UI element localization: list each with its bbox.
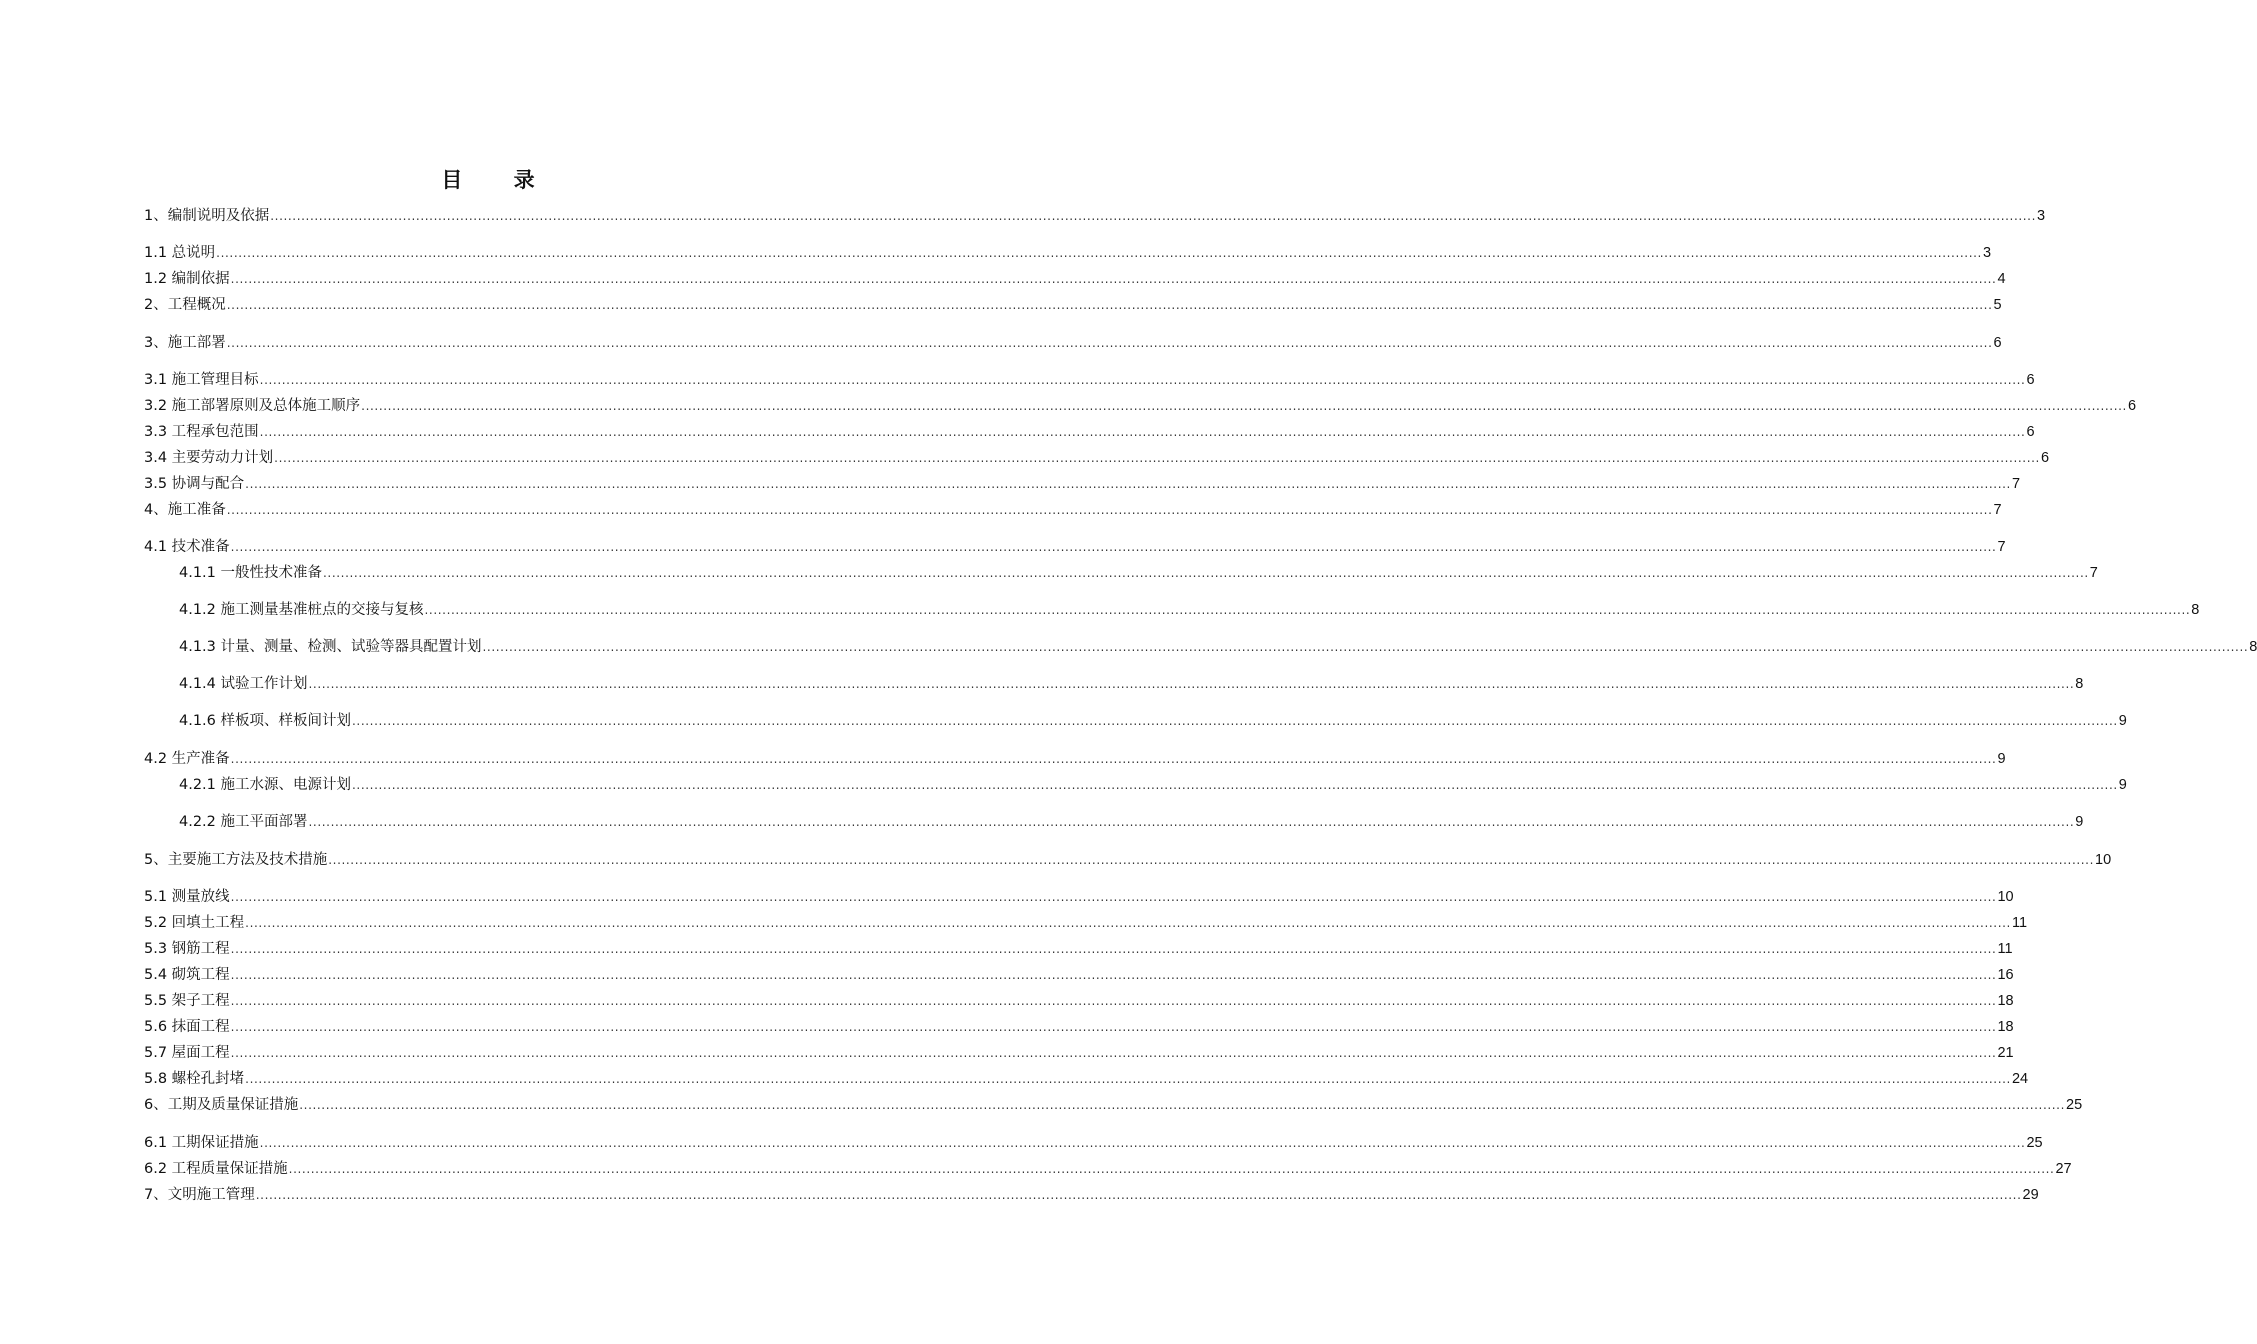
- toc-leader-dots: ................................................................................................................................................................................................................................................................................................................................................................................................................: [226, 503, 1993, 517]
- toc-entry-label: 1、编制说明及依据: [144, 208, 270, 224]
- toc-page-number: 7: [2089, 565, 2098, 581]
- toc-entry[interactable]: [144, 396, 2137, 416]
- toc-entry-label: 4、施工准备: [144, 502, 226, 518]
- toc-leader-dots: ................................................................................................................................................................................................................................................................................................................................................................................................................: [226, 336, 1993, 350]
- toc-leader-dots: ................................................................................................................................................................................................................................................................................................................................................................................................................: [230, 272, 1997, 286]
- toc-entry[interactable]: [144, 333, 2002, 353]
- toc-page-number: 24: [2011, 1071, 2029, 1087]
- toc-entry[interactable]: [144, 537, 2006, 557]
- toc-entry[interactable]: [179, 600, 2200, 620]
- toc-entry-label: 5.3 钢筋工程: [144, 941, 230, 957]
- toc-entry[interactable]: [144, 1069, 2029, 1089]
- toc-leader-dots: ................................................................................................................................................................................................................................................................................................................................................................................................................: [259, 373, 2026, 387]
- toc-page-number: 8: [2191, 602, 2200, 618]
- toc-leader-dots: ................................................................................................................................................................................................................................................................................................................................................................................................................: [299, 1098, 2066, 1112]
- toc-entry-label: 5.5 架子工程: [144, 993, 230, 1009]
- toc-leader-dots: ................................................................................................................................................................................................................................................................................................................................................................................................................: [308, 677, 2075, 691]
- toc-page-number: 25: [2026, 1135, 2043, 1151]
- toc-leader-dots: ................................................................................................................................................................................................................................................................................................................................................................................................................: [230, 942, 1997, 956]
- toc-leader-dots: ................................................................................................................................................................................................................................................................................................................................................................................................................: [361, 399, 2127, 413]
- toc-page-number: 9: [2118, 713, 2127, 729]
- toc-leader-dots: ................................................................................................................................................................................................................................................................................................................................................................................................................: [424, 603, 2191, 617]
- toc-entry[interactable]: [144, 913, 2028, 933]
- toc-entry-label: 5.6 抹面工程: [144, 1019, 230, 1035]
- toc-page-number: 6: [2026, 372, 2035, 388]
- toc-leader-dots: ................................................................................................................................................................................................................................................................................................................................................................................................................: [328, 853, 2095, 867]
- toc-entry[interactable]: [144, 991, 2014, 1011]
- toc-entry[interactable]: [179, 775, 2127, 795]
- toc-entry[interactable]: [144, 887, 2014, 907]
- toc-entry[interactable]: [179, 674, 2084, 694]
- toc-page-number: 6: [2026, 424, 2035, 440]
- toc-entry-label: 7、文明施工管理: [144, 1187, 255, 1203]
- toc-entry-label: 3.1 施工管理目标: [144, 372, 259, 388]
- toc-page-number: 3: [2037, 208, 2046, 224]
- toc-page-number: 8: [2249, 639, 2257, 655]
- toc-entry-label: 2、工程概况: [144, 297, 226, 313]
- toc-entry-label: 4.1 技术准备: [144, 539, 230, 555]
- toc-entry-label: 4.1.3 计量、测量、检测、试验等器具配置计划: [179, 639, 482, 655]
- toc-entry[interactable]: [144, 1185, 2039, 1205]
- toc-page-number: 29: [2022, 1187, 2039, 1203]
- toc-leader-dots: ................................................................................................................................................................................................................................................................................................................................................................................................................: [255, 1188, 2022, 1202]
- toc-leader-dots: ................................................................................................................................................................................................................................................................................................................................................................................................................: [245, 1072, 2011, 1086]
- toc-leader-dots: ................................................................................................................................................................................................................................................................................................................................................................................................................: [352, 778, 2118, 792]
- toc-page-number: 10: [2095, 852, 2112, 868]
- toc-entry[interactable]: [144, 474, 2021, 494]
- toc-leader-dots: ................................................................................................................................................................................................................................................................................................................................................................................................................: [230, 752, 1997, 766]
- toc-page-number: 18: [1997, 993, 2014, 1009]
- toc-page-number: 7: [2011, 476, 2021, 492]
- toc-page-number: 7: [1997, 539, 2006, 555]
- toc-entry[interactable]: [144, 1043, 2014, 1063]
- toc-leader-dots: ................................................................................................................................................................................................................................................................................................................................................................................................................: [288, 1162, 2055, 1176]
- toc-leader-dots: ................................................................................................................................................................................................................................................................................................................................................................................................................: [352, 714, 2118, 728]
- toc-entry[interactable]: [144, 1095, 2083, 1115]
- toc-leader-dots: ................................................................................................................................................................................................................................................................................................................................................................................................................: [216, 246, 1982, 260]
- toc-leader-dots: ................................................................................................................................................................................................................................................................................................................................................................................................................: [308, 815, 2075, 829]
- toc-page-number: 8: [2075, 676, 2084, 692]
- toc-leader-dots: ................................................................................................................................................................................................................................................................................................................................................................................................................: [230, 968, 1997, 982]
- toc-entry[interactable]: [144, 295, 2002, 315]
- toc-entry-label: 6.2 工程质量保证措施: [144, 1161, 288, 1177]
- toc-entry-label: 5.2 回填土工程: [144, 915, 245, 931]
- toc-page-number: 5: [1993, 297, 2002, 313]
- toc-page-number: 6: [2040, 450, 2050, 466]
- toc-entry-label: 4.1.6 样板项、样板间计划: [179, 713, 352, 729]
- toc-entry[interactable]: [144, 422, 2035, 442]
- toc-page-number: 6: [2127, 398, 2137, 414]
- toc-entry-label: 3.4 主要劳动力计划: [144, 450, 274, 466]
- toc-entry-label: 5.4 砌筑工程: [144, 967, 230, 983]
- toc-entry-label: 5.8 螺栓孔封堵: [144, 1071, 245, 1087]
- toc-entry[interactable]: [144, 939, 2013, 959]
- toc-entry-label: 4.2.1 施工水源、电源计划: [179, 777, 352, 793]
- toc-leader-dots: ................................................................................................................................................................................................................................................................................................................................................................................................................: [323, 566, 2089, 580]
- toc-leader-dots: ................................................................................................................................................................................................................................................................................................................................................................................................................: [226, 298, 1993, 312]
- toc-entry-label: 3.3 工程承包范围: [144, 424, 259, 440]
- toc-entry-label: 4.2.2 施工平面部署: [179, 814, 308, 830]
- toc-entry-label: 3.5 协调与配合: [144, 476, 245, 492]
- toc-entry-label: 4.1.4 试验工作计划: [179, 676, 308, 692]
- toc-entry-label: 6.1 工期保证措施: [144, 1135, 259, 1151]
- toc-leader-dots: ................................................................................................................................................................................................................................................................................................................................................................................................................: [274, 451, 2040, 465]
- toc-page-number: 25: [2066, 1097, 2083, 1113]
- toc-leader-dots: ................................................................................................................................................................................................................................................................................................................................................................................................................: [230, 994, 1997, 1008]
- toc-entry-label: 1.2 编制依据: [144, 271, 230, 287]
- toc-page-number: 18: [1997, 1019, 2014, 1035]
- toc-page-number: 11: [1997, 941, 2013, 957]
- toc-entry-label: 6、工期及质量保证措施: [144, 1097, 299, 1113]
- toc-entry[interactable]: [144, 448, 2050, 468]
- toc-entry[interactable]: [144, 749, 2006, 769]
- toc-leader-dots: ................................................................................................................................................................................................................................................................................................................................................................................................................: [230, 1020, 1997, 1034]
- toc-entry[interactable]: [179, 637, 2257, 657]
- toc-leader-dots: ................................................................................................................................................................................................................................................................................................................................................................................................................: [270, 209, 2037, 223]
- toc-entry-label: 4.2 生产准备: [144, 751, 230, 767]
- toc-page-number: 7: [1993, 502, 2002, 518]
- toc-entry-label: 3.2 施工部署原则及总体施工顺序: [144, 398, 361, 414]
- toc-entry-label: 5.7 屋面工程: [144, 1045, 230, 1061]
- toc-leader-dots: ................................................................................................................................................................................................................................................................................................................................................................................................................: [230, 890, 1997, 904]
- toc-page-number: 4: [1997, 271, 2006, 287]
- toc-entry[interactable]: [179, 563, 2098, 583]
- toc-page-number: 9: [2118, 777, 2127, 793]
- toc-entry-label: 4.1.2 施工测量基准桩点的交接与复核: [179, 602, 424, 618]
- toc-entry-label: 5、主要施工方法及技术措施: [144, 852, 328, 868]
- toc-page-number: 9: [2075, 814, 2084, 830]
- toc-entry[interactable]: [144, 370, 2035, 390]
- toc-page-number: 16: [1997, 967, 2014, 983]
- toc-leader-dots: ................................................................................................................................................................................................................................................................................................................................................................................................................: [259, 1136, 2026, 1150]
- toc-page-number: 21: [1997, 1045, 2014, 1061]
- toc-leader-dots: ................................................................................................................................................................................................................................................................................................................................................................................................................: [230, 1046, 1997, 1060]
- toc-entry[interactable]: [144, 965, 2014, 985]
- toc-entry[interactable]: [179, 711, 2127, 731]
- toc-page-number: 6: [1993, 335, 2002, 351]
- toc-leader-dots: ................................................................................................................................................................................................................................................................................................................................................................................................................: [245, 916, 2011, 930]
- toc-leader-dots: ................................................................................................................................................................................................................................................................................................................................................................................................................: [245, 477, 2011, 491]
- toc-entry[interactable]: [179, 812, 2084, 832]
- toc-entry[interactable]: [144, 206, 2046, 226]
- toc-page-number: 9: [1997, 751, 2006, 767]
- toc-leader-dots: ................................................................................................................................................................................................................................................................................................................................................................................................................: [230, 540, 1997, 554]
- toc-entry[interactable]: [144, 269, 2006, 289]
- toc-entry[interactable]: [144, 500, 2002, 520]
- toc-entry[interactable]: [144, 1017, 2014, 1037]
- toc-page-number: 27: [2055, 1161, 2072, 1177]
- toc-leader-dots: ................................................................................................................................................................................................................................................................................................................................................................................................................: [482, 640, 2249, 654]
- toc-leader-dots: ................................................................................................................................................................................................................................................................................................................................................................................................................: [259, 425, 2026, 439]
- toc-entry[interactable]: [144, 1159, 2072, 1179]
- toc-entry-label: 5.1 测量放线: [144, 889, 230, 905]
- toc-entry-label: 4.1.1 一般性技术准备: [179, 565, 323, 581]
- toc-page-number: 11: [2011, 915, 2028, 931]
- toc-entry[interactable]: [144, 243, 1992, 263]
- toc-page-number: 3: [1982, 245, 1992, 261]
- toc-title: 目 录: [441, 168, 557, 192]
- toc-entry[interactable]: [144, 1133, 2043, 1153]
- toc-entry-label: 1.1 总说明: [144, 245, 216, 261]
- toc-entry[interactable]: [144, 850, 2112, 870]
- toc-page-number: 10: [1997, 889, 2014, 905]
- toc-entry-label: 3、施工部署: [144, 335, 226, 351]
